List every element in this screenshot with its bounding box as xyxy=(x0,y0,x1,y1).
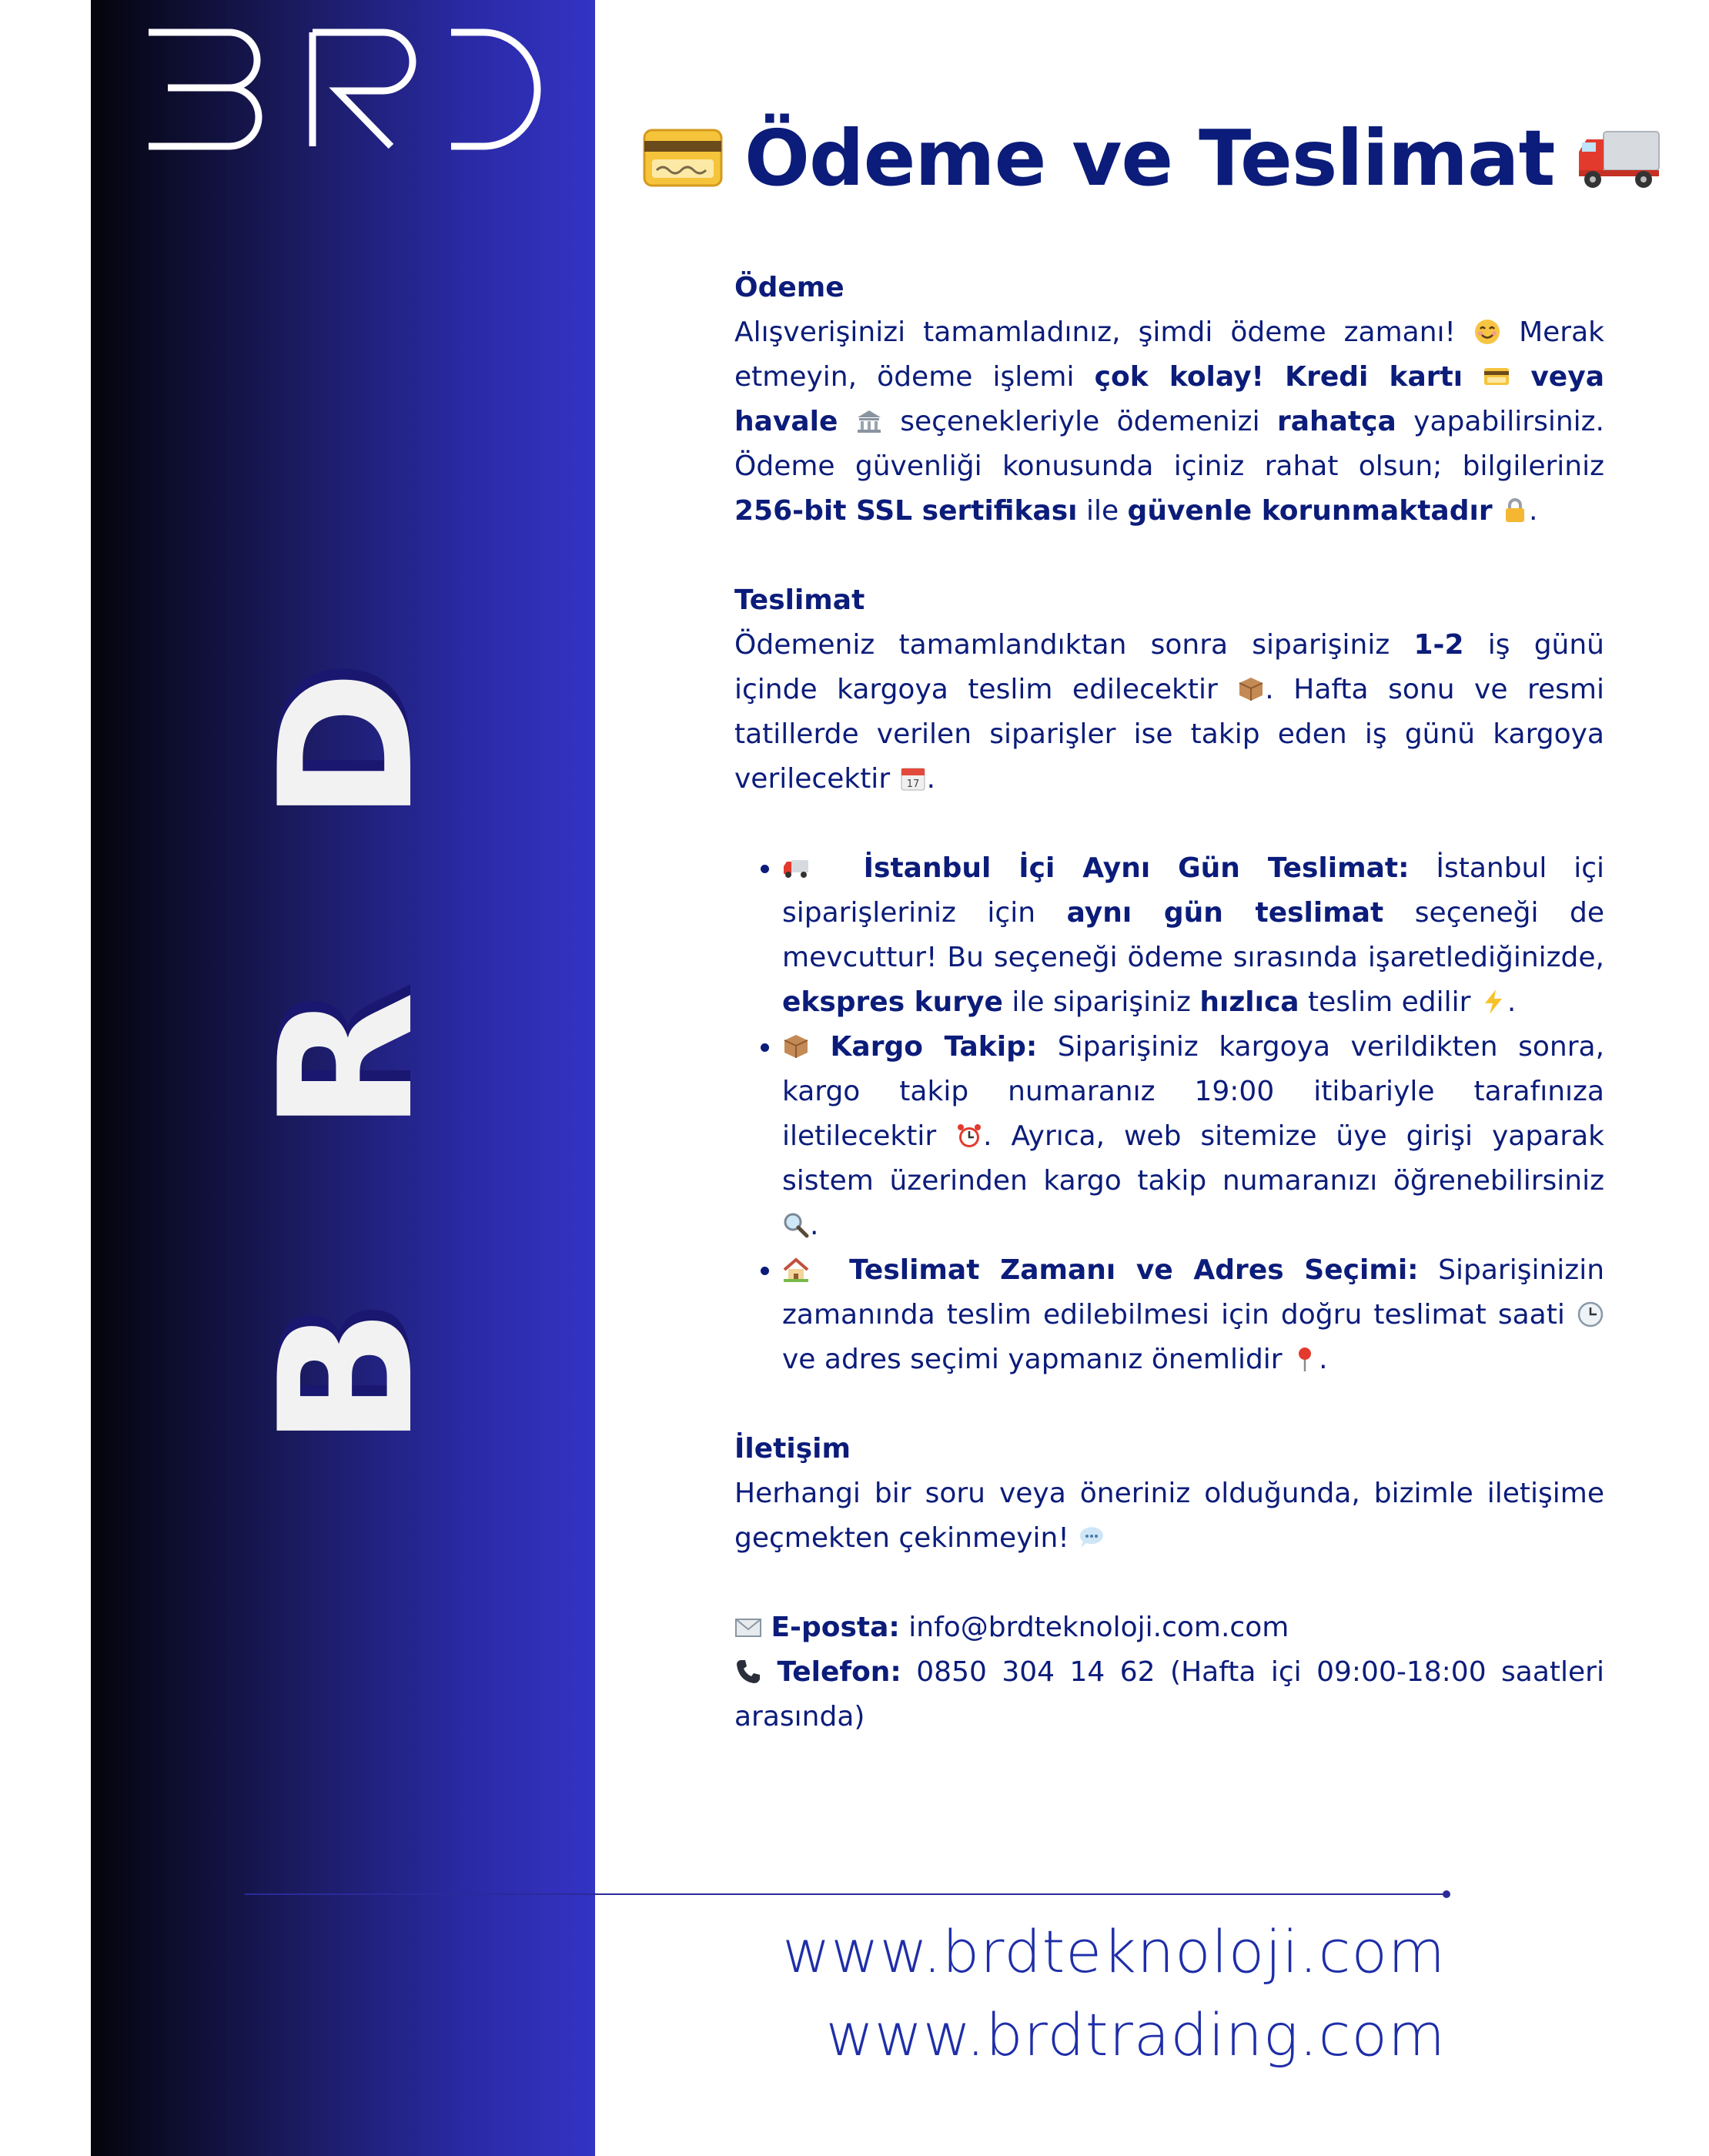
package-icon xyxy=(782,1033,810,1060)
text: seçenekleriyle ödemenizi xyxy=(900,406,1260,437)
clock-icon xyxy=(1577,1301,1604,1328)
footer-url-brdtrading[interactable]: www.brdtrading.com xyxy=(825,2000,1446,2069)
vertical-letter-d: D xyxy=(241,670,454,822)
credit-card-icon xyxy=(643,129,723,187)
teslimat-paragraph xyxy=(734,623,1604,802)
delivery-truck-icon xyxy=(782,854,810,882)
text: . Hafta sonu ve resmi tatillerde verilen siparişler ise takip eden iş günü kargoya verilecektir xyxy=(734,674,1604,795)
text: yapabilirsiniz. Ödeme güvenliği konusunda içiniz rahat olsun; bilgileriniz xyxy=(734,406,1604,482)
text: teslim edilir xyxy=(1308,986,1471,1018)
phone-label: Telefon: xyxy=(777,1656,901,1688)
iletisim-paragraph xyxy=(734,1471,1604,1561)
vertical-letter-r: R xyxy=(241,991,454,1133)
magnifier-icon xyxy=(782,1211,810,1239)
text: . xyxy=(810,1210,819,1241)
footer-url-brdteknoloji[interactable]: www.brdteknoloji.com xyxy=(782,1917,1446,1986)
text: Siparişiniz kargoya verildikten sonra, kargo takip numaranız 19:00 itibariyle tarafınıza iletilecektir xyxy=(782,1031,1605,1152)
text: ve adres seçimi yapmanız önemlidir xyxy=(782,1344,1283,1375)
text: ile siparişiniz xyxy=(1012,986,1191,1018)
bold-text: 1-2 xyxy=(1413,629,1464,661)
pin-icon xyxy=(1291,1345,1319,1373)
svg-text:17: 17 xyxy=(906,778,919,790)
text: ile xyxy=(1085,495,1119,527)
bold-text: güvenle korunmaktadır xyxy=(1127,495,1493,527)
lightning-icon xyxy=(1480,988,1507,1016)
phone-line xyxy=(734,1650,1604,1739)
text: Merak etmeyin, ödeme işlemi xyxy=(734,316,1604,393)
email-link[interactable]: info@brdteknoloji.com.com xyxy=(908,1612,1289,1643)
vertical-letter-b: B xyxy=(241,1307,454,1448)
lock-icon xyxy=(1501,497,1529,524)
page-title-row xyxy=(643,108,1661,208)
footer-divider-dot xyxy=(1443,1890,1450,1898)
main-content xyxy=(734,266,1604,1739)
bold-text: rahatça xyxy=(1276,406,1396,437)
text: . xyxy=(1507,986,1517,1018)
footer-divider xyxy=(245,1893,1446,1895)
list-item xyxy=(782,1248,1604,1382)
bold-text: veya havale xyxy=(734,361,1604,437)
bullet-title: Kargo Takip: xyxy=(830,1031,1038,1063)
text: . Ayrıca, web sitemize üye girişi yaparak sistem üzerinden kargo takip numaranızı öğrenebilirsiniz xyxy=(782,1120,1604,1197)
text: . xyxy=(1529,495,1538,527)
alarm-clock-icon xyxy=(955,1122,983,1150)
phone-number[interactable]: 0850 304 14 62 (Hafta içi 09:00-18:00 saatleri arasında) xyxy=(734,1656,1604,1732)
list-item xyxy=(782,1025,1604,1248)
house-icon xyxy=(782,1256,810,1284)
smiling-face-icon xyxy=(1473,318,1501,346)
text: . xyxy=(1319,1344,1328,1375)
calendar-icon xyxy=(899,765,927,792)
credit-card-icon xyxy=(1483,363,1510,390)
bold-text: ekspres kurye xyxy=(782,986,1003,1018)
section-heading-teslimat: Teslimat xyxy=(734,584,865,616)
bullet-title: İstanbul İçi Aynı Gün Teslimat: xyxy=(863,852,1410,884)
section-heading-odeme: Ödeme xyxy=(734,272,844,303)
phone-icon xyxy=(734,1658,762,1686)
email-label: E-posta: xyxy=(771,1612,900,1643)
page-title: Ödeme ve Teslimat xyxy=(744,112,1555,203)
envelope-icon xyxy=(734,1613,762,1641)
bold-text: 256-bit SSL sertifikası xyxy=(734,495,1078,527)
bold-text: çok kolay! Kredi kartı xyxy=(1094,361,1463,393)
text: iş günü içinde kargoya teslim edilecektir xyxy=(734,629,1604,705)
text: Siparişinizin zamanında teslim edilebilmesi için doğru teslimat saati xyxy=(782,1254,1605,1331)
text: seçeneği de mevcuttur! Bu seçeneği ödeme sırasında işaretlediğinizde, xyxy=(782,897,1604,973)
bold-text: hızlıca xyxy=(1199,986,1299,1018)
package-icon xyxy=(1237,675,1265,703)
section-heading-iletisim: İletişim xyxy=(734,1433,851,1465)
odeme-paragraph xyxy=(734,310,1604,534)
delivery-truck-icon xyxy=(1576,126,1661,190)
bold-text: aynı gün teslimat xyxy=(1066,897,1384,929)
text: İstanbul içi siparişleriniz için xyxy=(782,852,1604,929)
speech-bubble-icon xyxy=(1078,1524,1105,1552)
bullet-title: Teslimat Zamanı ve Adres Seçimi: xyxy=(849,1254,1419,1286)
text: Alışverişinizi tamamladınız, şimdi ödeme zamanı! xyxy=(734,316,1456,348)
delivery-options-list xyxy=(734,846,1604,1382)
email-line xyxy=(734,1605,1604,1650)
list-item xyxy=(782,846,1604,1025)
text: Herhangi bir soru veya öneriniz olduğunda, bizimle iletişime geçmekten çekinmeyin! xyxy=(734,1478,1604,1554)
text: Ödemeniz tamamlandıktan sonra siparişiniz xyxy=(734,629,1390,661)
brd-logo xyxy=(145,28,545,151)
bank-icon xyxy=(855,407,883,435)
text: . xyxy=(926,763,936,795)
